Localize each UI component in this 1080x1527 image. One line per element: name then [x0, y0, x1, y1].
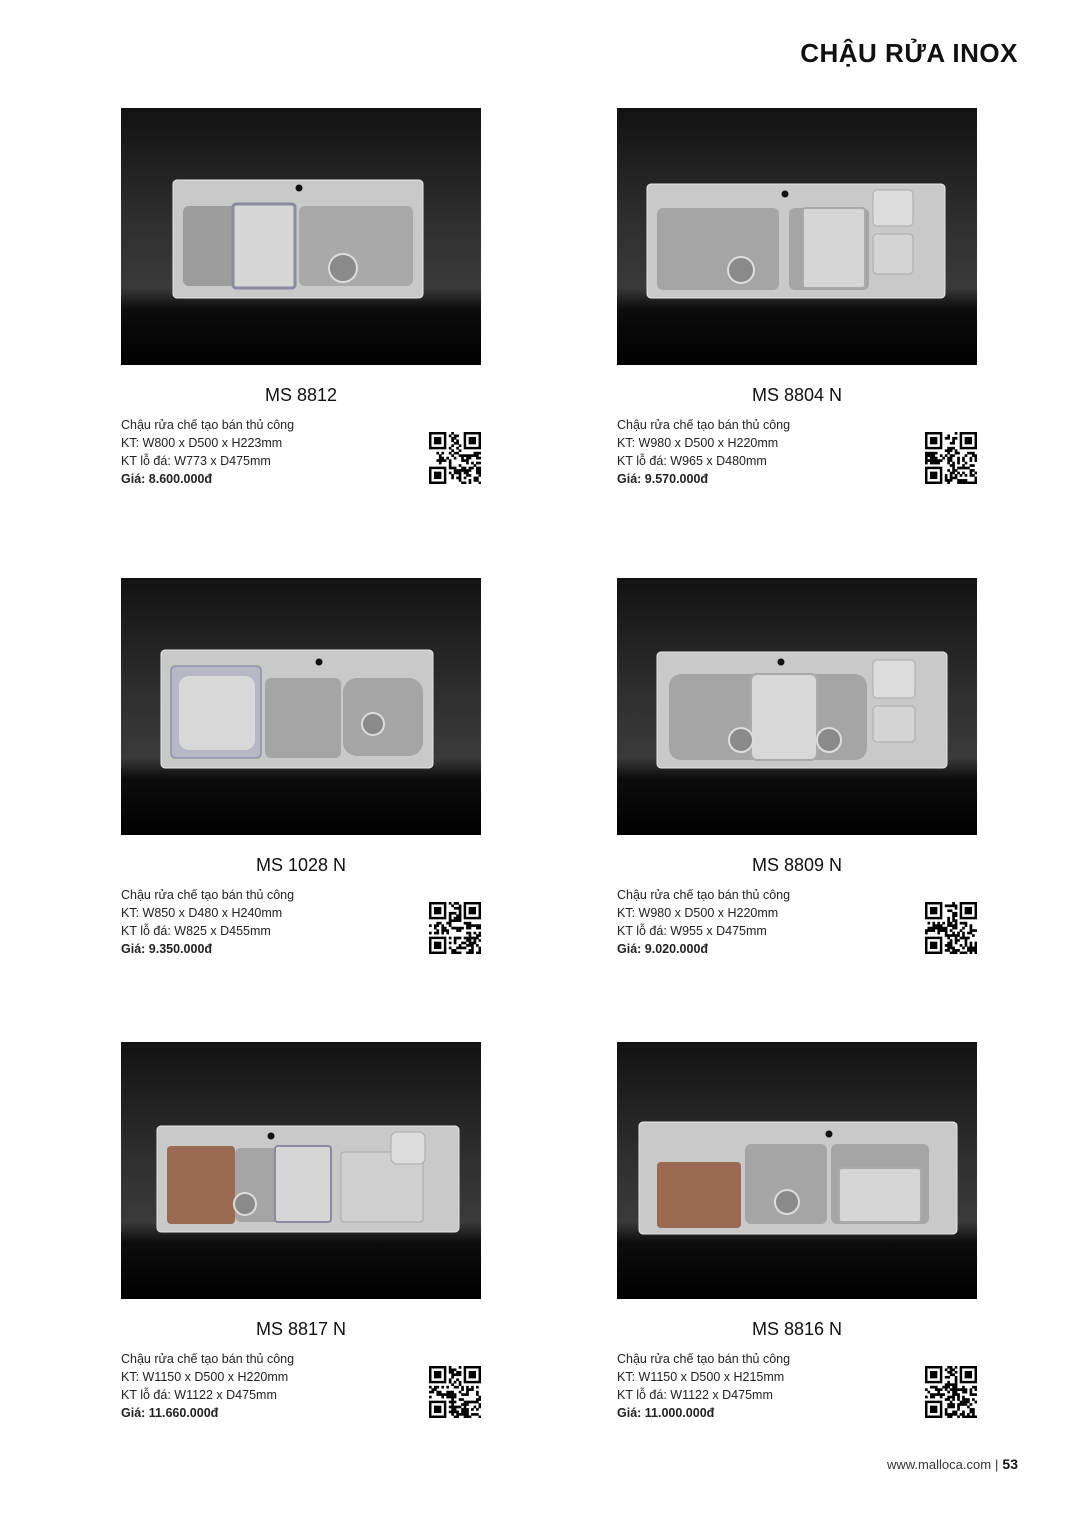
product-specs	[617, 416, 790, 488]
product-price: Giá: 11.660.000đ	[121, 1406, 219, 1420]
qr-code[interactable]	[925, 432, 977, 484]
product-photo	[121, 108, 481, 365]
product-cutout-size: KT lỗ đá: W1122 x D475mm	[121, 1388, 277, 1402]
product-price: Giá: 11.000.000đ	[617, 1406, 715, 1420]
product-specs	[121, 1350, 294, 1422]
product-specs	[617, 886, 790, 958]
qr-code[interactable]	[925, 1366, 977, 1418]
product-cutout-size: KT lỗ đá: W773 x D475mm	[121, 454, 271, 468]
product-dimensions: KT: W1150 x D500 x H215mm	[617, 1370, 785, 1384]
product-model: MS 8817 N	[255, 1319, 347, 1339]
product-model: MS 1028 N	[255, 855, 347, 875]
footer-separator: |	[995, 1457, 999, 1472]
qr-code[interactable]	[925, 902, 977, 954]
product-card	[617, 578, 979, 958]
product-dimensions: KT: W1150 x D500 x H220mm	[121, 1370, 289, 1384]
product-photo	[617, 578, 977, 835]
product-description: Chậu rửa chế tạo bán thủ công	[121, 888, 295, 902]
product-dimensions: KT: W850 x D480 x H240mm	[121, 906, 283, 920]
product-card	[617, 108, 979, 488]
qr-code[interactable]	[429, 432, 481, 484]
product-price: Giá: 8.600.000đ	[121, 472, 213, 486]
product-cutout-size: KT lỗ đá: W1122 x D475mm	[617, 1388, 773, 1402]
product-photo	[617, 1042, 977, 1299]
product-card	[617, 1042, 979, 1422]
qr-code[interactable]	[429, 1366, 481, 1418]
product-specs	[121, 416, 294, 488]
product-specs	[121, 886, 294, 958]
product-price: Giá: 9.020.000đ	[617, 942, 709, 956]
product-photo	[121, 578, 481, 835]
product-price: Giá: 9.570.000đ	[617, 472, 709, 486]
page-footer	[887, 1456, 1018, 1472]
product-photo	[121, 1042, 481, 1299]
product-price: Giá: 9.350.000đ	[121, 942, 213, 956]
product-description: Chậu rửa chế tạo bán thủ công	[617, 418, 791, 432]
product-cutout-size: KT lỗ đá: W965 x D480mm	[617, 454, 767, 468]
product-description: Chậu rửa chế tạo bán thủ công	[617, 888, 791, 902]
product-card	[121, 108, 483, 488]
website-link[interactable]: www.malloca.com	[887, 1457, 992, 1472]
product-card	[121, 578, 483, 958]
product-card	[121, 1042, 483, 1422]
product-model: MS 8812	[264, 385, 338, 405]
product-description: Chậu rửa chế tạo bán thủ công	[617, 1352, 791, 1366]
product-cutout-size: KT lỗ đá: W955 x D475mm	[617, 924, 767, 938]
product-dimensions: KT: W800 x D500 x H223mm	[121, 436, 283, 450]
product-model: MS 8816 N	[751, 1319, 843, 1339]
product-specs	[617, 1350, 790, 1422]
page-number: 53	[1002, 1456, 1018, 1472]
product-description: Chậu rửa chế tạo bán thủ công	[121, 1352, 295, 1366]
qr-code[interactable]	[429, 902, 481, 954]
page-title: CHẬU RỬA INOX	[800, 38, 1018, 68]
product-dimensions: KT: W980 x D500 x H220mm	[617, 906, 779, 920]
product-description: Chậu rửa chế tạo bán thủ công	[121, 418, 295, 432]
product-model: MS 8809 N	[751, 855, 843, 875]
product-cutout-size: KT lỗ đá: W825 x D455mm	[121, 924, 271, 938]
product-dimensions: KT: W980 x D500 x H220mm	[617, 436, 779, 450]
product-model: MS 8804 N	[751, 385, 843, 405]
product-photo	[617, 108, 977, 365]
